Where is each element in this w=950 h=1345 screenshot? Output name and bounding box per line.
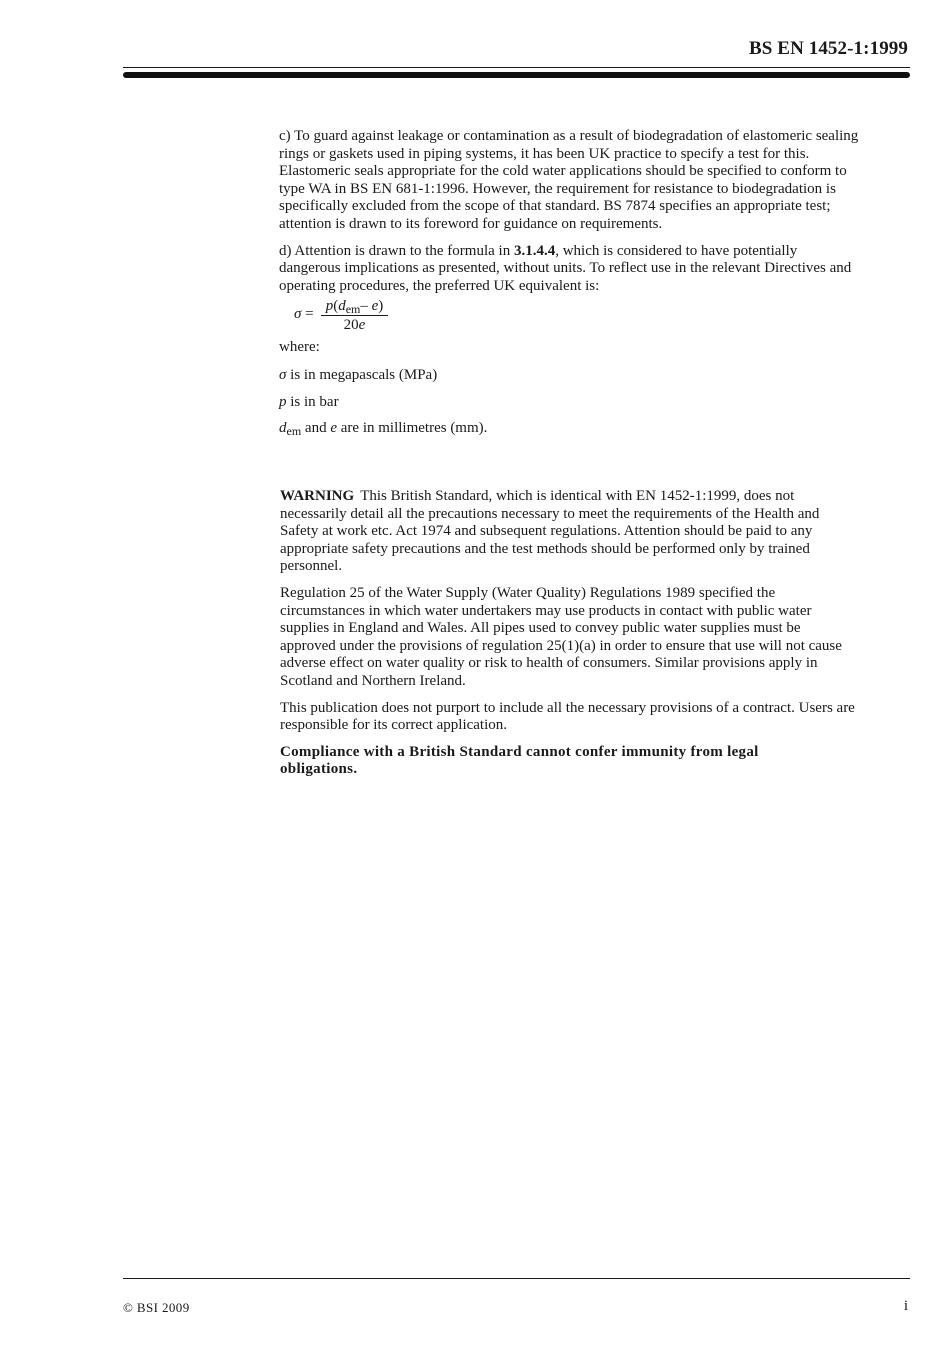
num-d: d [338, 298, 346, 315]
var-sigma-symbol: σ [279, 366, 287, 383]
note-d [279, 243, 859, 296]
num-open: ( [333, 298, 339, 315]
formula-denominator [321, 316, 388, 334]
document-id: BS EN 1452-1:1999 [749, 38, 908, 59]
warning-block [280, 488, 860, 788]
regulation-paragraph: Regulation 25 of the Water Supply (Water Quality) Regulations 1989 specified the circumstances in which water undertakers may use products in contact with public water supplies in England and Wales. All pipes used to convey public water supplies must be approved under the provisions of regulation 25(1)(a) in order to ensure that use will not cause adverse effect on water quality or risk to health of consumers. Similar provisions apply in Scotland and Northern Ireland. [280, 584, 842, 689]
formula-lhs [294, 306, 314, 324]
note-d-prefix: d) Attention is drawn to the formula in [279, 242, 514, 259]
num-close: ) [378, 298, 384, 315]
equals-sign: = [305, 306, 314, 323]
var-de-text: are in millimetres (mm). [337, 420, 488, 437]
national-notes [279, 128, 859, 447]
copyright: © BSI 2009 [123, 1300, 190, 1315]
formula-numerator [321, 298, 388, 316]
var-and: and [301, 420, 331, 437]
num-e: e [371, 298, 379, 315]
warning-text: This British Standard, which is identical with EN 1452-1:1999, does not necessarily detail all the precautions necessary to meet the requirements of the Health and Safety at work etc. Act 1974 and subsequent regulations. Attention should be paid to any appropriate safety precautions and the test methods should be performed only by trained personnel. [280, 488, 820, 575]
sigma-symbol: σ [294, 306, 302, 323]
den-e: e [358, 317, 366, 334]
clause-reference: 3.1.4.4 [513, 242, 556, 259]
var-e-symbol: e [330, 420, 338, 437]
var-d-sub: em [286, 424, 302, 439]
num-p: p [325, 298, 334, 315]
num-sub: em [345, 302, 361, 317]
var-sigma [279, 367, 859, 385]
warning-label: WARNING [280, 488, 355, 504]
var-d-symbol: d [279, 420, 287, 437]
den-20: 20 [343, 317, 359, 334]
var-p-symbol: p [279, 393, 287, 410]
var-sigma-text: is in megapascals (MPa) [286, 366, 438, 383]
header-rule-thick [123, 72, 910, 78]
footer-rule [123, 1278, 910, 1279]
warning-paragraph [280, 488, 860, 576]
num-minus: – [360, 298, 372, 315]
contract-paragraph: This publication does not purport to include all the necessary provisions of a contract. Users are responsible for its correct application. [280, 699, 855, 734]
where-label: where: [279, 339, 320, 356]
stress-formula [294, 298, 859, 334]
note-c: c) To guard against leakage or contamination as a result of biodegradation of elastomeric sealing rings or gaskets used in piping systems, it has been UK practice to specify a test for this. Elastomeric seals appropriate for the cold water applications should be specified to conform to type WA in BS EN 681-1:1996. However, the requirement for resistance to biodegradation is specifically excluded from the scope of that standard. BS 7874 specifies an appropriate test; attention is drawn to its foreword for guidance on requirements. [279, 128, 859, 232]
header-rule-thin [123, 67, 910, 68]
note-d-suffix: , which is considered to have potentially dangerous implications as presented, without units. To reflect use in the relevant Directives and operating procedures, the preferred UK equivalent is: [279, 242, 852, 294]
compliance-statement: Compliance with a British Standard cannot confer immunity from legal obligations. [280, 743, 759, 778]
var-p-text: is in bar [286, 393, 339, 410]
var-d-e [279, 420, 859, 438]
formula-fraction [321, 298, 388, 334]
var-p [279, 394, 859, 412]
page-number: i [903, 1298, 908, 1314]
